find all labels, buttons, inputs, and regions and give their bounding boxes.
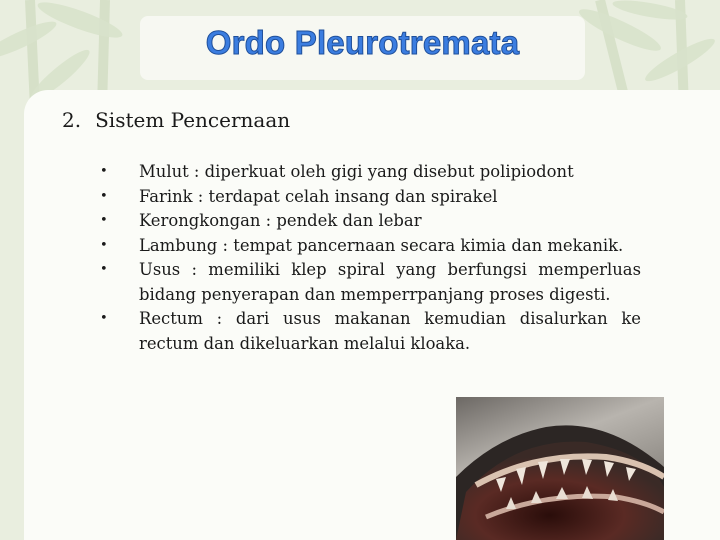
bullet-symbol: • (100, 237, 108, 253)
list-item (96, 209, 641, 234)
section-heading (62, 108, 290, 132)
shark-jaw-image (456, 397, 664, 540)
section-number: 2. (62, 108, 82, 132)
shark-jaw-photo (456, 397, 664, 540)
list-item-text: Farink : terdapat celah insang dan spirakel (139, 186, 498, 206)
list-item (96, 307, 641, 356)
list-item (96, 185, 641, 210)
list-item (96, 258, 641, 307)
section-title: Sistem Pencernaan (95, 108, 291, 132)
list-item (96, 160, 641, 185)
list-item-text: Lambung : tempat pancernaan secara kimia dan mekanik. (139, 235, 624, 255)
bullet-symbol: • (100, 164, 108, 179)
bullet-symbol: • (100, 311, 108, 326)
slide-title: Ordo Pleurotremata (205, 24, 520, 61)
list-item-text: Mulut : diperkuat oleh gigi yang disebut polipiodont (139, 162, 574, 181)
bullet-symbol: • (100, 213, 108, 228)
bullet-list (96, 160, 641, 356)
list-item-text: Kerongkongan : pendek dan lebar (139, 211, 422, 230)
list-item-text: Usus : memiliki klep spiral yang berfungsi memperluas bidang penyerapan dan memperrpanjang proses digesti. (139, 260, 641, 304)
bullet-symbol: • (100, 262, 108, 277)
bullet-symbol: • (100, 188, 108, 204)
list-item-text: Rectum : dari usus makanan kemudian disalurkan ke rectum dan dikeluarkan melalui kloaka. (139, 309, 641, 353)
list-item (96, 234, 641, 259)
